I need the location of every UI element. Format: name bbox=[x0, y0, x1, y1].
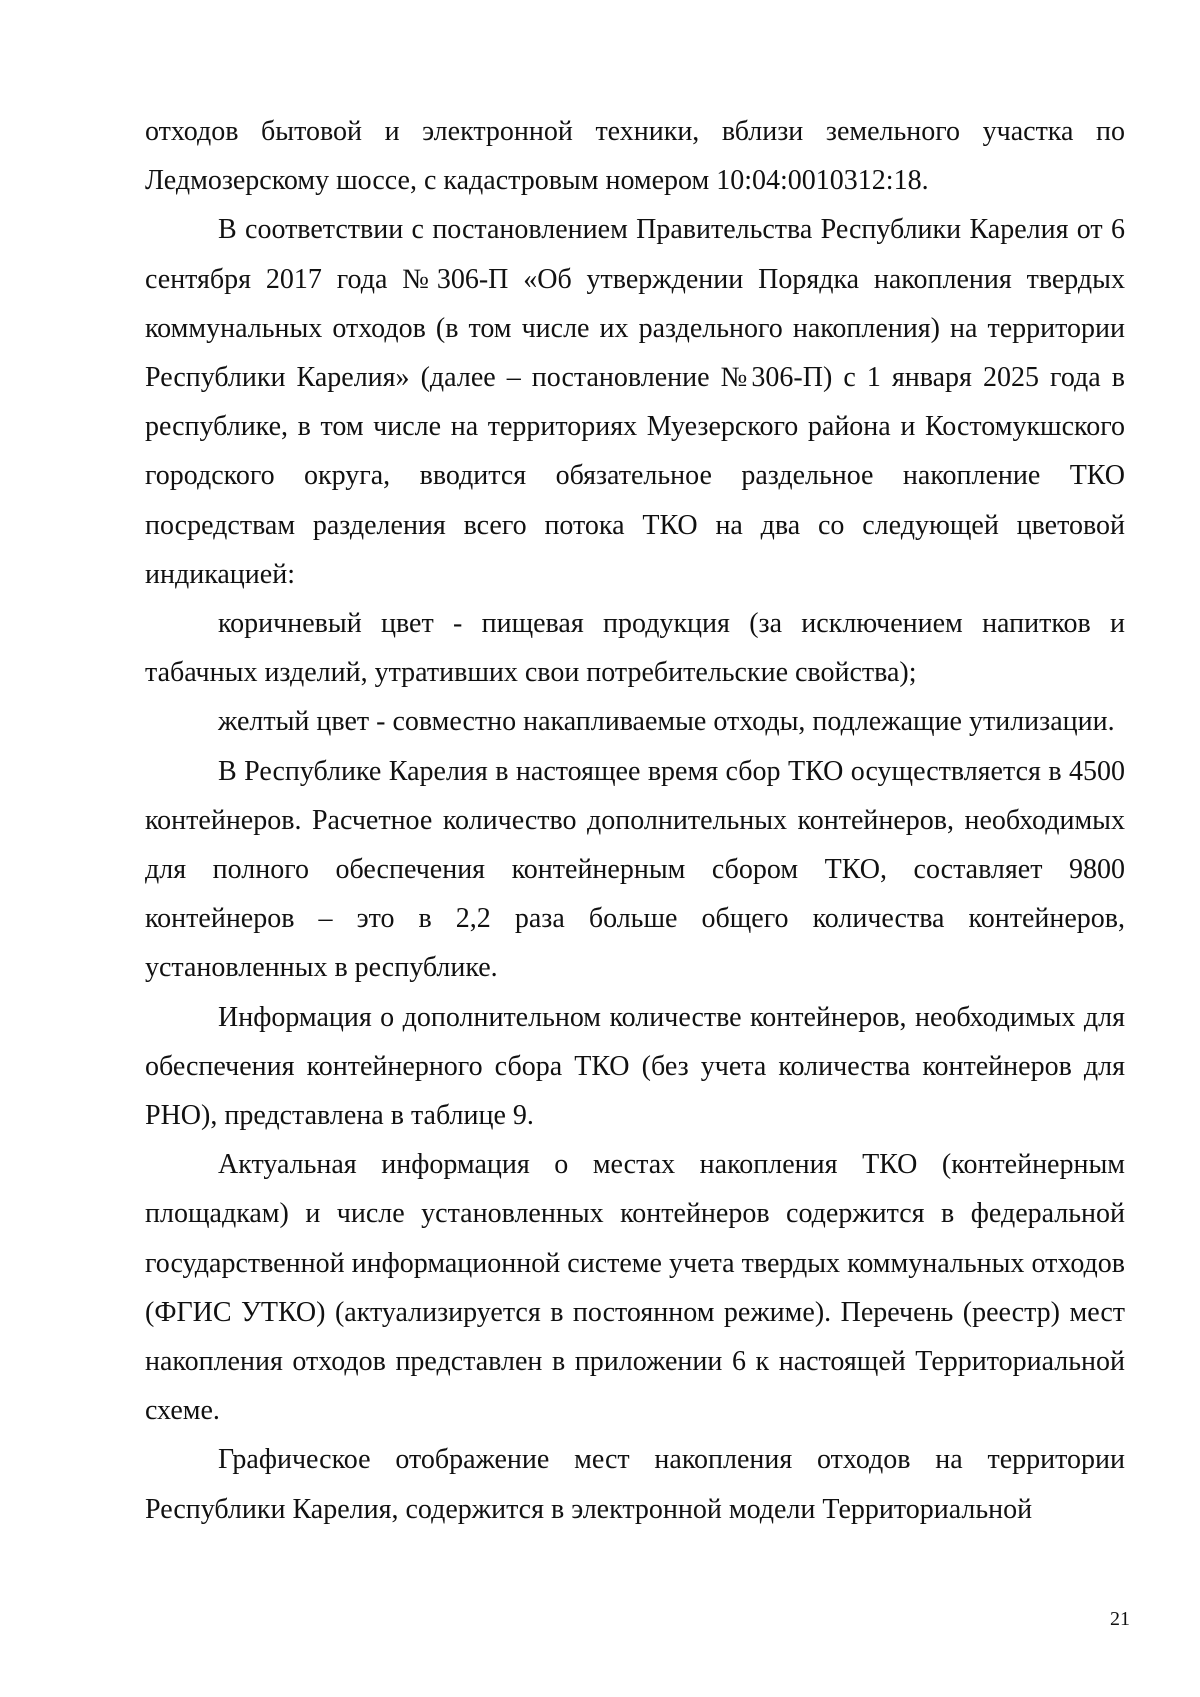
paragraph-yellow-color-item: желтый цвет - совместно накапливаемые отходы, подлежащие утилизации. bbox=[218, 706, 1115, 738]
paragraph-separate-collection-rules: В соответствии с постановлением Правительства Республики Карелия от 6 сентября 2017 года №306-П «Об утверждении Порядка накопления твердых коммунальных отходов (в том числе их раздельного накопления) на территории Республики Карелия» (далее – постановление №306-П) с 1 января 2025 года в республике, в том числе на территориях Муезерского района и Костомукшского городского округа, вводится обязательное раздельное накопление ТКО посредствам разделения всего потока ТКО на два со следующей цветовой индикацией: bbox=[145, 214, 1125, 590]
paragraph-container-count: В Республике Карелия в настоящее время сбор ТКО осуществляется в 4500 контейнеров. Расчетное количество дополнительных контейнеров, необходимых для полного обеспечения контейнерным сбором ТКО, составляет 9800 контейнеров – это в 2,2 раза больше общего количества контейнеров, установленных в республике. bbox=[145, 755, 1125, 984]
page-number: 21 bbox=[1110, 1608, 1130, 1630]
paragraph-continuation: отходов бытовой и электронной техники, вблизи земельного участка по Ледмозерскому шоссе, с кадастровым номером 10:04:0010312:18. bbox=[145, 116, 1125, 197]
document-body bbox=[145, 107, 1125, 1534]
paragraph-graphic-display: Графическое отображение мест накопления отходов на территории Республики Карелия, содержится в электронной модели Территориальной bbox=[145, 1444, 1125, 1525]
paragraph-brown-color-item: коричневый цвет - пищевая продукция (за исключением напитков и табачных изделий, утративших свои потребительские свойства); bbox=[145, 608, 1125, 689]
paragraph-fgis-utko: Актуальная информация о местах накопления ТКО (контейнерным площадкам) и числе установленных контейнеров содержится в федеральной государственной информационной системе учета твердых коммунальных отходов (ФГИС УТКО) (актуализируется в постоянном режиме). Перечень (реестр) мест накопления отходов представлен в приложении 6 к настоящей Территориальной схеме. bbox=[145, 1149, 1125, 1427]
paragraph-table-reference: Информация о дополнительном количестве контейнеров, необходимых для обеспечения контейнерного сбора ТКО (без учета количества контейнеров для РНО), представлена в таблице 9. bbox=[145, 1001, 1125, 1132]
